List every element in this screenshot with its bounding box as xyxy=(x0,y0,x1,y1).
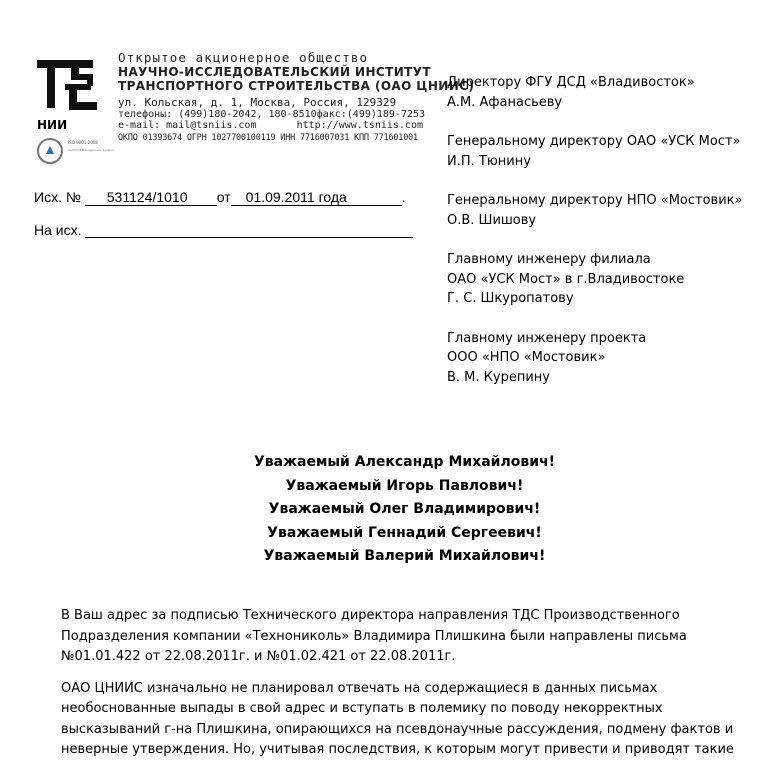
text-line: Подразделения компании «Технониколь» Владимира Плишкина были направлены письма xyxy=(61,628,687,644)
tsniis-logo-mark-icon xyxy=(35,56,101,116)
org-contacts-row xyxy=(118,120,423,131)
salutation-line: Уважаемый Олег Владимирович! xyxy=(268,501,541,517)
recipient-organization: ООО «НПО «Мостовик» xyxy=(447,350,606,365)
text-line: высказываний г-на Плишкина, опирающихся на псевдонаучные рассуждения, подмену фактов и xyxy=(61,721,734,737)
outgoing-number: 531124/1010 xyxy=(85,189,217,206)
letterhead xyxy=(35,46,475,172)
organization-details xyxy=(118,50,475,143)
salutations xyxy=(0,451,759,569)
paragraph xyxy=(61,679,734,761)
incoming-reference-line xyxy=(85,223,413,238)
recipient xyxy=(447,191,752,230)
recipient-position: Генеральному директору ОАО «УСК Мост» xyxy=(447,134,741,149)
recipient xyxy=(447,329,752,388)
date-from-label: от xyxy=(216,189,231,205)
incoming-reference-label: На исх. xyxy=(34,222,82,238)
paragraph xyxy=(61,606,729,668)
text-line: №01.01.422 от 22.08.2011г. и №01.02.421 от 22.08.2011г. xyxy=(61,649,456,664)
recipient xyxy=(447,73,752,112)
recipient-name: В. М. Курепину xyxy=(447,369,550,385)
text-line: неверные утверждения. Но, учитывая последствия, к которым могут привести и приводят такие xyxy=(61,742,734,757)
recipient-name: И.П. Тюнину xyxy=(447,153,531,169)
outgoing-number-label: Исх. № xyxy=(34,189,81,205)
org-email: e-mail: mail@tsniis.com xyxy=(118,120,257,131)
recipient-position: Директору ФГУ ДСД «Владивосток» xyxy=(447,75,695,90)
iso-sub-label: Certified Management System xyxy=(68,148,114,152)
salutation-line: Уважаемый Александр Михайлович! xyxy=(253,454,556,470)
outgoing-date: 01.09.2011 года xyxy=(231,189,402,206)
recipients-block xyxy=(447,73,752,407)
salutation-line: Уважаемый Игорь Павлович! xyxy=(285,477,524,494)
logo-nii-text: НИИ xyxy=(37,118,68,132)
text-line: ОАО ЦНИИС изначально не планировал отвечать на содержащиеся в данных письмах xyxy=(61,680,658,696)
incoming-reference xyxy=(34,222,413,238)
letter-body xyxy=(61,606,734,772)
org-name-line1: НАУЧНО-ИССЛЕДОВАТЕЛЬСКИЙ ИНСТИТУТ xyxy=(118,65,431,79)
org-registration-codes: ОКПО 01393674 ОГРН 1027700100119 ИНН 7716007031 КПП 771601001 xyxy=(118,133,418,143)
recipient-name: А.М. Афанасьеву xyxy=(447,94,563,110)
org-type: Открытое акционерное общество xyxy=(118,50,369,65)
recipient-position: Главному инженеру филиала xyxy=(447,252,651,267)
salutation-line: Уважаемый Геннадий Сергеевич! xyxy=(267,524,542,541)
org-phones-row xyxy=(118,109,426,120)
recipient-name: О.В. Шишову xyxy=(447,212,537,228)
org-fax: факс:(499)189-7253 xyxy=(316,109,426,120)
reference-trailing-dot: . xyxy=(401,189,406,205)
recipient-organization: ОАО «УСК Мост» в г.Владивостоке xyxy=(447,271,685,287)
recipient xyxy=(447,250,752,309)
outgoing-reference xyxy=(34,189,406,206)
iso-certificate-icon xyxy=(37,138,63,164)
recipient-position: Главному инженеру проекта xyxy=(447,330,647,346)
recipient xyxy=(447,132,752,171)
salutation-line: Уважаемый Валерий Михайлович! xyxy=(263,548,546,564)
recipient-position: Генеральному директору НПО «Мостовик» xyxy=(447,193,743,208)
tsniis-logo xyxy=(35,56,101,142)
recipient-name: Г. С. Шкуропатову xyxy=(447,291,574,306)
org-website: http://www.tsniis.com xyxy=(296,120,423,131)
org-name-line2: ТРАНСПОРТНОГО СТРОИТЕЛЬСТВА (ОАО ЦНИИС) xyxy=(118,79,475,93)
text-line: В Ваш адрес за подписью Технического директора направления ТДС Производственного xyxy=(61,608,680,623)
org-address: ул. Кольская, д. 1, Москва, Россия, 129329 xyxy=(118,96,397,109)
text-line: необоснованные выпады в свой адрес и вступать в полемику по поводу некорректных xyxy=(61,701,663,716)
org-phones: телефоны: (499)180-2042, 180-8510 xyxy=(118,109,317,120)
iso-label: ISO 9001:2008 xyxy=(68,140,98,145)
